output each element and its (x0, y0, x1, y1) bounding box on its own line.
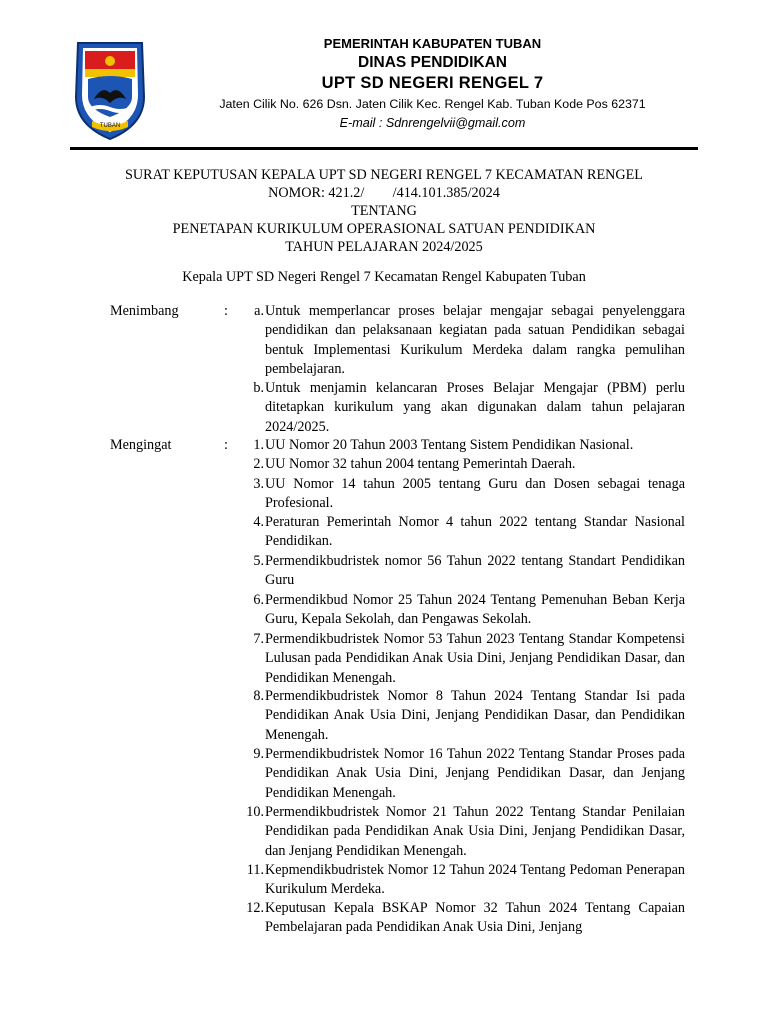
mengingat-marker: 3. (253, 476, 264, 492)
letterhead-government: PEMERINTAH KABUPATEN TUBAN (323, 36, 542, 51)
mengingat-text: Keputusan Kepala BSKAP Nomor 32 Tahun 2024 Tentang Capaian Pembelajaran pada Pendidikan Anak Usia Dini, Jenjang (265, 900, 685, 936)
mengingat-colon: : (224, 437, 228, 453)
decree-year: TAHUN PELAJARAN 2024/2025 (285, 239, 483, 255)
issuer-line: Kepala UPT SD Negeri Rengel 7 Kecamatan Rengel Kabupaten Tuban (182, 269, 586, 285)
decree-tentang: TENTANG (351, 203, 417, 219)
letterhead-divider (70, 147, 698, 150)
mengingat-item (220, 745, 685, 803)
mengingat-marker: 11. (246, 862, 264, 878)
tuban-logo-icon (70, 37, 150, 142)
mengingat-item (220, 899, 685, 938)
mengingat-text: Permendikbudristek Nomor 16 Tahun 2022 Tentang Standar Proses pada Pendidikan Anak Usia Dini, Jenjang Pendidikan Dasar, dan Jenjang Pendidikan Menengah. (265, 746, 685, 801)
mengingat-text: Permendikbudristek Nomor 8 Tahun 2024 Tentang Standar Isi pada Pendidikan Anak Usia Dini, Jenjang Pendidikan Dasar, dan Pendidikan Menengah. (265, 688, 685, 743)
letterhead-school: UPT SD NEGERI RENGEL 7 (321, 74, 544, 92)
mengingat-item (220, 475, 685, 514)
menimbang-marker: b. (253, 380, 264, 396)
letterhead-email: E-mail : Sdnrengelvii@gmail.com (339, 116, 526, 130)
mengingat-label: Mengingat (110, 437, 172, 453)
mengingat-marker: 10. (246, 804, 264, 820)
menimbang-colon: : (224, 303, 228, 319)
mengingat-text: Kepmendikbudristek Nomor 12 Tahun 2024 Tentang Pedoman Penerapan Kurikulum Merdeka. (265, 862, 685, 898)
decree-title (70, 166, 698, 256)
mengingat-item (220, 630, 685, 688)
mengingat-text: UU Nomor 32 tahun 2004 tentang Pemerintah Daerah. (265, 456, 576, 472)
mengingat-marker: 6. (253, 592, 264, 608)
mengingat-text: Permendikbud Nomor 25 Tahun 2024 Tentang Pemenuhan Beban Kerja Guru, Kepala Sekolah, dan Pengawas Sekolah. (265, 592, 685, 628)
mengingat-item (220, 861, 685, 900)
mengingat-text: Permendikbudristek Nomor 53 Tahun 2023 Tentang Standar Kompetensi Lulusan pada Pendidikan Anak Usia Dini, Jenjang Pendidikan Dasar, dan Pendidikan Menengah. (265, 631, 685, 686)
logo-text: TUBAN (99, 123, 121, 129)
mengingat-marker: 7. (253, 631, 264, 647)
mengingat-item (220, 687, 685, 745)
mengingat-item (220, 436, 685, 455)
mengingat-text: Peraturan Pemerintah Nomor 4 tahun 2022 tentang Standar Nasional Pendidikan. (265, 514, 685, 550)
decree-subject: PENETAPAN KURIKULUM OPERASIONAL SATUAN PENDIDIKAN (172, 221, 596, 237)
decree-title-line: SURAT KEPUTUSAN KEPALA UPT SD NEGERI RENGEL 7 KECAMATAN RENGEL (125, 167, 643, 183)
mengingat-marker: 8. (253, 688, 264, 704)
mengingat-text: Permendikbudristek nomor 56 Tahun 2022 tentang Standart Pendidikan Guru (265, 553, 685, 589)
mengingat-marker: 5. (253, 553, 264, 569)
mengingat-item (220, 591, 685, 630)
mengingat-text: UU Nomor 14 tahun 2005 tentang Guru dan Dosen sebagai tenaga Profesional. (265, 476, 685, 512)
letterhead-department: DINAS PENDIDIKAN (358, 54, 507, 71)
mengingat-item (220, 513, 685, 552)
mengingat-marker: 4. (253, 514, 264, 530)
menimbang-item (220, 302, 685, 380)
mengingat-marker: 1. (253, 437, 264, 453)
decree-number: NOMOR: 421.2/ /414.101.385/2024 (268, 185, 500, 201)
menimbang-text: Untuk menjamin kelancaran Proses Belajar Mengajar (PBM) perlu ditetapkan kurikulum yang akan digunakan dalam tahun pelajaran 2024/2025. (265, 380, 685, 435)
mengingat-marker: 12. (246, 900, 264, 916)
letterhead (160, 34, 705, 132)
mengingat-text: Permendikbudristek Nomor 21 Tahun 2022 Tentang Standar Penilaian Pendidikan pada Pendidikan Anak Usia Dini, Jenjang Pendidikan Dasar, dan Jenjang Pendidikan Menengah. (265, 804, 685, 859)
mengingat-marker: 9. (253, 746, 264, 762)
menimbang-label: Menimbang (110, 303, 179, 319)
mengingat-item (220, 455, 685, 474)
mengingat-item (220, 552, 685, 591)
mengingat-text: UU Nomor 20 Tahun 2003 Tentang Sistem Pendidikan Nasional. (265, 437, 634, 453)
mengingat-item (220, 803, 685, 861)
menimbang-text: Untuk memperlancar proses belajar mengajar sebagai penyelenggara pendidikan dan pelaksanaan kegiatan pada satuan Pendidikan sebagai bentuk Implementasi Kurikulum Merdeka dalam rangka pemulihan pembelajaran. (265, 303, 685, 378)
mengingat-marker: 2. (253, 456, 264, 472)
letterhead-address: Jaten Cilik No. 626 Dsn. Jaten Cilik Kec. Rengel Kab. Tuban Kode Pos 62371 (219, 97, 646, 111)
menimbang-marker: a. (254, 303, 264, 319)
menimbang-item (220, 379, 685, 437)
